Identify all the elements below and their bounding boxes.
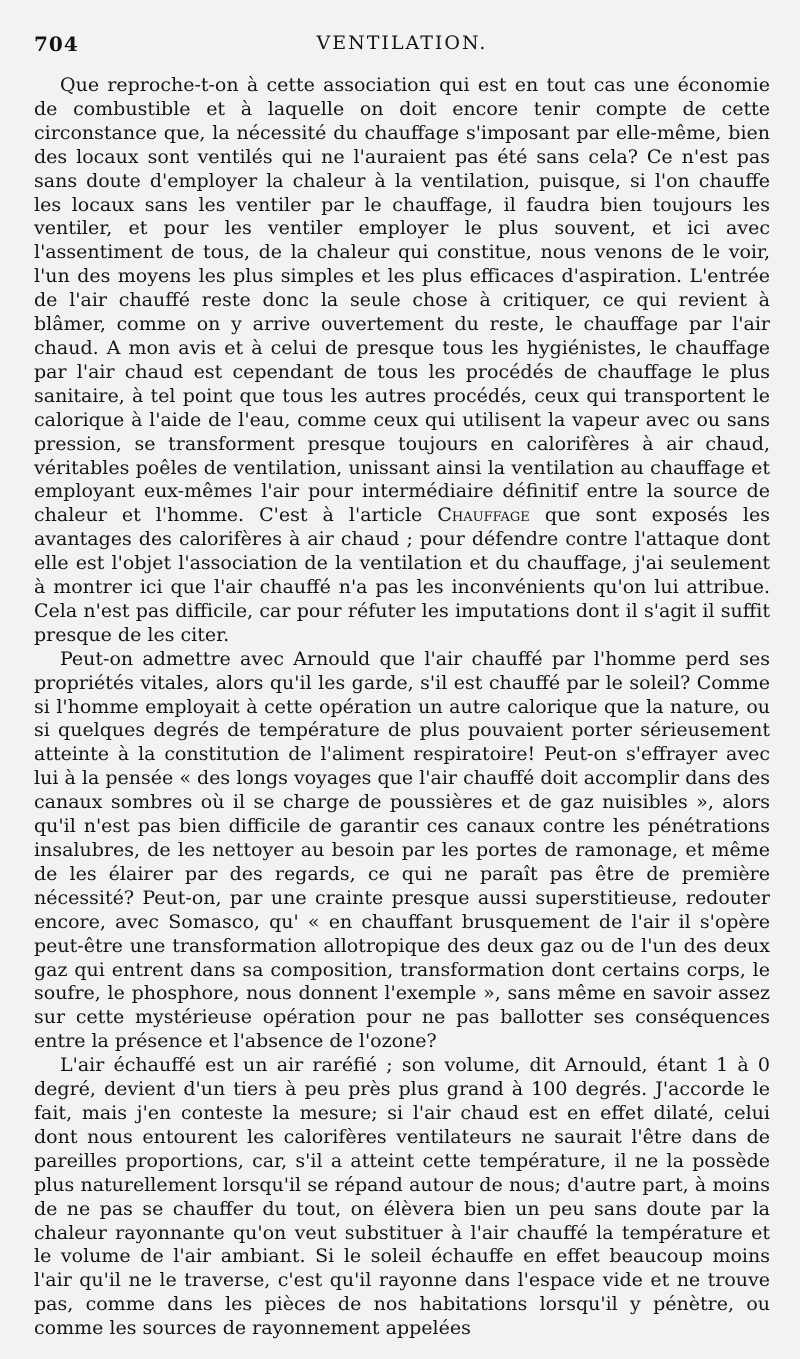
paragraph-3: L'air échauffé est un air raréfié ; son volume, dit Arnould, étant 1 à 0 degré, devient d'un tiers à peu près plus grand à 100 degrés. J'accorde le fait, mais j'en conteste la mesure; si l'air chaud est en effet dilaté, celui dont nous entourent les calorifères ventilateurs ne saurait l'être dans de pareilles proportions, car, s'il a atteint cette température, il ne la possède plus naturellement lorsqu'il se répand autour de nous; d'autre part, à moins de ne pas se chauffer du tout, on élèvera bien un peu sans doute par la chaleur rayonnante qu'on veut substituer à l'air chauffé la température et le volume de l'air ambiant. Si le soleil échauffe en effet beaucoup moins l'air qu'il ne le traverse, c'est qu'il rayonne dans l'espace vide et ne trouve pas, comme dans les pièces de nos habitations lorsqu'il y pénètre, ou comme les sources de rayonnement appelées	[34, 1054, 770, 1340]
paragraph-1-text-b: que sont exposés les avantages des calorifères à air chaud ; pour défendre contre l'attaque dont elle est l'objet l'association de la ventilation et du chauffage, j'ai seulement à montrer ici que l'air chauffé n'a pas les inconvénients qu'on lui attribue. Cela n'est pas difficile, car pour réfuter les imputations dont il s'agit il suffit presque de les citer.	[34, 504, 771, 646]
page-header	[34, 30, 770, 60]
page-number: 704	[34, 32, 79, 56]
paragraph-1	[34, 74, 770, 648]
body-text	[34, 74, 770, 1341]
paragraph-1-text-a: Que reproche-t-on à cette association qui est en tout cas une économie de combustible et à laquelle on doit encore tenir compte de cette circonstance que, la nécessité du chauffage s'imposant par elle-même, bien des locaux sont ventilés qui ne l'auraient pas été sans cela? Ce n'est pas sans doute d'employer la chaleur à la ventilation, puisque, si l'on chauffe les locaux sans les ventiler par le chauffage, il faudra bien toujours les ventiler, et pour les ventiler employer le plus souvent, et ici avec l'assentiment de tous, de la chaleur qui constitue, nous venons de le voir, l'un des moyens les plus simples et les plus efficaces d'aspiration. L'entrée de l'air chauffé reste donc la seule chose à critiquer, ce qui revient à blâmer, comme on y arrive ouvertement du reste, le chauffage par l'air chaud. A mon avis et à celui de presque tous les hygiénistes, le chauffage par l'air chaud est cependant de tous les procédés de chauffage le plus sanitaire, à tel point que tous les autres procédés, ceux qui transportent le calorique à l'aide de l'eau, comme ceux qui utilisent la vapeur avec ou sans pression, se transforment presque toujours en calorifères à air chaud, véritables poêles de ventilation, unissant ainsi la ventilation au chauffage et employant eux-mêmes l'air pour intermédiaire définitif entre la source de chaleur et l'homme. C'est à l'article	[34, 74, 770, 527]
paragraph-2: Peut-on admettre avec Arnould que l'air chauffé par l'homme perd ses propriétés vitales, alors qu'il les garde, s'il est chauffé par le soleil? Comme si l'homme employait à cette opération un autre calorique que la nature, ou si quelques degrés de température de plus pouvaient porter sérieusement atteinte à la constitution de l'aliment respiratoire! Peut-on s'effrayer avec lui à la pensée « des longs voyages que l'air chauffé doit accomplir dans des canaux sombres où il se charge de poussières et de gaz nuisibles », alors qu'il n'est pas bien difficile de garantir ces canaux contre les pénétrations insalubres, de les nettoyer au besoin par les portes de ramonage, et même de les élairer par des regards, ce qui ne paraît pas être de première nécessité? Peut-on, par une crainte presque aussi superstitieuse, redouter encore, avec Somasco, qu' « en chauffant brusquement de l'air il s'opère peut-être une transformation allotropique des deux gaz ou de l'un des deux gaz qui entrent dans sa composition, transformation dont certains corps, le soufre, le phosphore, nous donnent l'exemple », sans même en savoir assez sur cette mystérieuse opération pour ne pas ballotter ses conséquences entre la présence et l'absence de l'ozone?	[34, 647, 770, 1053]
small-caps-term: Chauffage	[437, 504, 530, 527]
running-title: VENTILATION.	[316, 32, 488, 54]
